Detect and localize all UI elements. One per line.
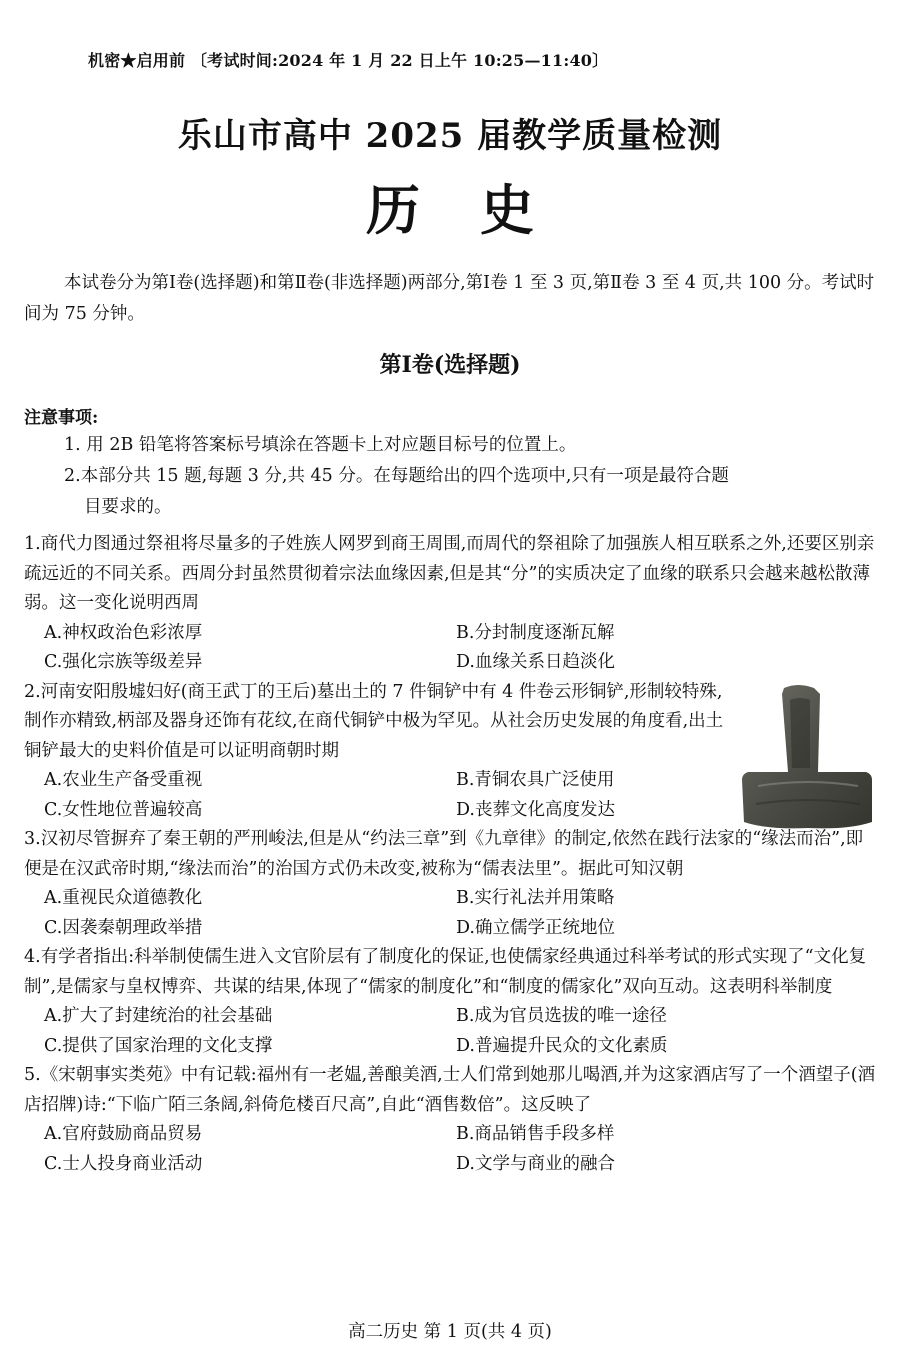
option-d: D.丧葬文化高度发达 [456,799,615,820]
exam-main-title: 乐山市高中 2025 届教学质量检测 [177,116,723,156]
option-b: B.商品销售手段多样 [456,1124,615,1144]
option-b: B.分封制度逐渐瓦解 [456,622,615,643]
section-title: 第Ⅰ卷(选择题) [379,352,521,378]
note-item-continued: 目要求的。 [84,497,172,517]
option-grid [24,1120,876,1179]
question-stem: 5.《宋朝事实类苑》中有记载:福州有一老媪,善酿美酒,士人们常到她那儿喝酒,并为这家酒店写了一个酒望子(酒店招牌)诗:“下临广陌三条阔,斜倚危楼百尺高”,自此“酒售数倍”。这反映了 [24,1065,876,1115]
option-b: B.成为官员选拔的唯一途径 [456,1006,667,1026]
question-4 [24,943,876,1061]
option-d: D.血缘关系日趋淡化 [456,652,615,672]
question-list [24,530,876,1179]
notes-list [64,430,876,523]
option-c: C.提供了国家治理的文化支撑 [44,1035,273,1056]
option-c: C.因袭秦朝理政举措 [44,917,203,938]
subject-title: 历史 [366,178,594,242]
question-5 [24,1061,876,1179]
confidential-exam-time-note: 机密★启用前 〔考试时间:2024 年 1 月 22 日上午 10:25—11:40〕 [88,51,609,70]
option-a: A.重视民众道德教化 [44,888,203,908]
question-3 [24,825,876,943]
option-b: B.青铜农具广泛使用 [456,770,615,790]
question-stem: 4.有学者指出:科举制使儒生进入文官阶层有了制度化的保证,也使儒家经典通过科举考试的形式实现了“文化复制”,是儒家与皇权博弈、共谋的结果,体现了“儒家的制度化”和“制度的儒家化”双向互动。这表明科举制度 [24,947,867,997]
option-c: C.强化宗族等级差异 [44,652,203,672]
notes-heading: 注意事项: [24,408,99,428]
option-d: D.普遍提升民众的文化素质 [456,1035,668,1056]
option-a: A.农业生产备受重视 [44,770,203,790]
option-a: A.神权政治色彩浓厚 [44,622,203,643]
question-stem: 3.汉初尽管摒弃了秦王朝的严刑峻法,但是从“约法三章”到《九章律》的制定,依然在践行法家的“缘法而治”,即便是在汉武帝时期,“缘法而治”的治国方式仍未改变,被称为“儒表法里”。据此可知汉朝 [24,829,864,879]
note-item: 1. 用 2B 铅笔将答案标号填涂在答题卡上对应题目标号的位置上。 [64,435,577,455]
question-stem: 1.商代力图通过祭祖将尽量多的子姓族人网罗到商王周围,而周代的祭祖除了加强族人相互联系之外,还要区别亲疏远近的不同关系。西周分封虽然贯彻着宗法血缘因素,但是其“分”的实质决定了血缘的联系只会越来越松散薄弱。这一变化说明西周 [24,534,875,613]
option-a: A.官府鼓励商品贸易 [44,1124,203,1144]
exam-intro-paragraph: 本试卷分为第Ⅰ卷(选择题)和第Ⅱ卷(非选择题)两部分,第Ⅰ卷 1 至 3 页,第Ⅱ卷 3 至 4 页,共 100 分。考试时间为 75 分钟。 [24,273,875,324]
option-b: B.实行礼法并用策略 [456,888,615,908]
option-c: C.女性地位普遍较高 [44,799,203,820]
question-stem: 2.河南安阳殷墟妇好(商王武丁的王后)墓出土的 7 件铜铲中有 4 件卷云形铜铲,形制较特殊,制作亦精致,柄部及器身还饰有花纹,在商代铜铲中极为罕见。从社会历史发展的角度看,出土铜铲最大的史料价值是可以证明商朝时期 [24,681,724,761]
option-grid [24,1002,876,1061]
option-a: A.扩大了封建统治的社会基础 [44,1006,273,1026]
bronze-spade-image [738,682,876,830]
option-grid [24,884,876,943]
option-d: D.文学与商业的融合 [456,1153,615,1174]
note-item: 2.本部分共 15 题,每题 3 分,共 45 分。在每题给出的四个选项中,只有一项是最符合题 [64,466,729,486]
option-d: D.确立儒学正统地位 [456,917,615,938]
option-grid [24,619,876,678]
option-c: C.士人投身商业活动 [44,1153,203,1174]
question-1 [24,530,876,678]
page-footer: 高二历史 第 1 页(共 4 页) [348,1322,552,1342]
